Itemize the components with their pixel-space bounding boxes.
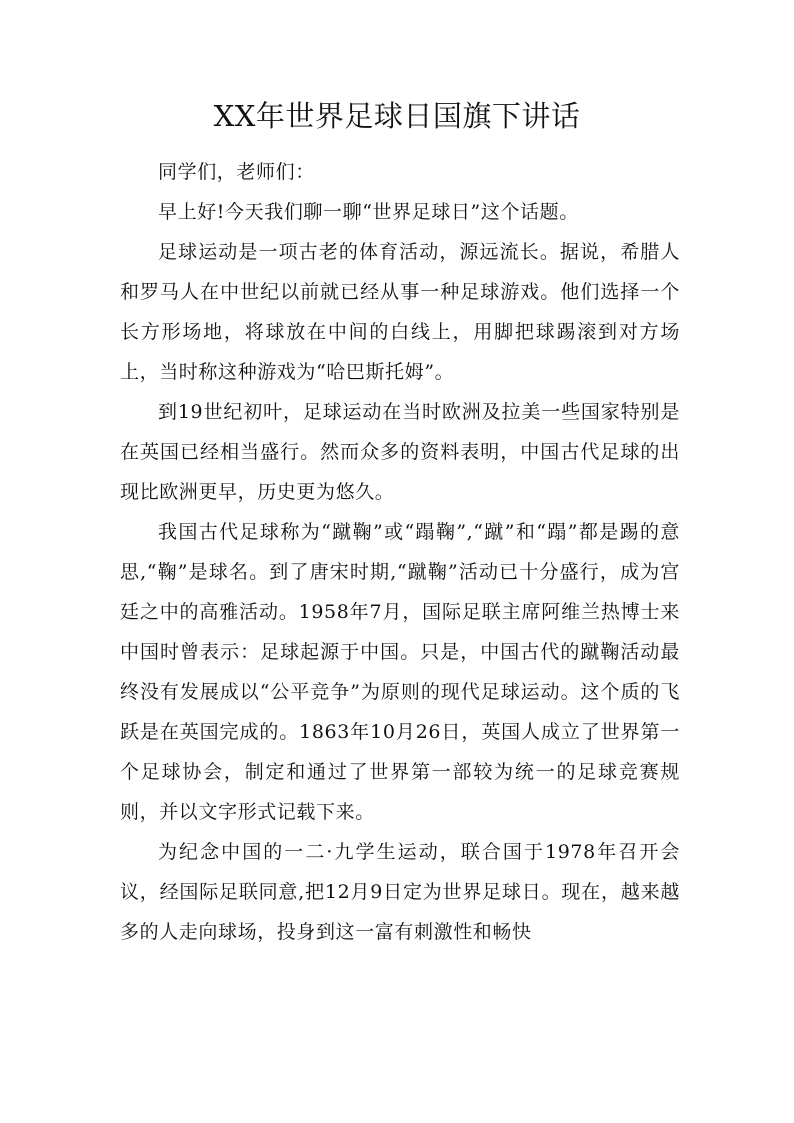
document-body [120,152,680,952]
paragraph-cuju: 我国古代足球称为“蹴鞠”或“蹋鞠”,“蹴”和“蹋”都是踢的意思,“鞠”是球名。到了唐宋时期,“蹴鞠”活动已十分盛行，成为宫廷之中的高雅活动。1958年7月，国际足联主席阿维兰热博士来中国时曾表示：足球起源于中国。只是，中国古代的蹴鞠活动最终没有发展成以“公平竞争”为原则的现代足球运动。这个质的飞跃是在英国完成的。1863年10月26日，英国人成立了世界第一个足球协会，制定和通过了世界第一部较为统一的足球竞赛规则，并以文字形式记载下来。 [120,521,680,823]
paragraph-salutation: 同学们，老师们： [158,161,315,183]
paragraph-greeting: 早上好!今天我们聊一聊“世界足球日”这个话题。 [158,201,579,223]
paragraph-19th-century: 到19世纪初叶，足球运动在当时欧洲及拉美一些国家特别是在英国已经相当盛行。然而众多的资料表明，中国古代足球的出现比欧洲更早，历史更为悠久。 [120,401,680,503]
paragraph-history: 足球运动是一项古老的体育活动，源远流长。据说，希腊人和罗马人在中世纪以前就已经从事一种足球游戏。他们选择一个长方形场地，将球放在中间的白线上，用脚把球踢滚到对方场上，当时称这种游戏为“哈巴斯托姆”。 [120,241,680,383]
paragraph-world-football-day: 为纪念中国的一二·九学生运动，联合国于1978年召开会议，经国际足联同意,把12月9日定为世界足球日。现在，越来越多的人走向球场，投身到这一富有刺激性和畅快 [120,841,680,943]
document-title: XX年世界足球日国旗下讲话 [213,99,581,133]
